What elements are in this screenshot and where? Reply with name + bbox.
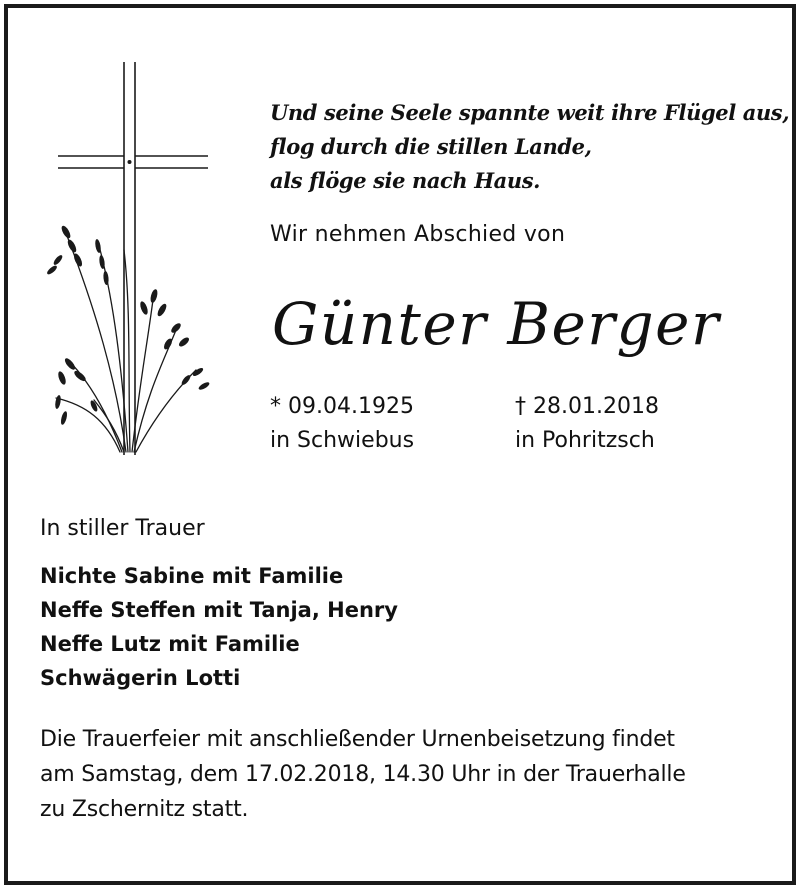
mourner-item: Neffe Lutz mit Familie: [40, 632, 300, 656]
funeral-line: am Samstag, dem 17.02.2018, 14.30 Uhr in der Trauerhalle: [40, 762, 686, 787]
verse: [270, 96, 790, 198]
death-info: [515, 390, 659, 458]
death-place: in Pohritzsch: [515, 428, 655, 453]
verse-line: als flöge sie nach Haus.: [270, 168, 541, 193]
death-date: † 28.01.2018: [515, 394, 659, 419]
birth-date: * 09.04.1925: [270, 394, 414, 419]
mourner-item: Neffe Steffen mit Tanja, Henry: [40, 598, 398, 622]
cross-with-grass-icon: [36, 60, 226, 460]
birth-info: [270, 390, 414, 458]
funeral-line: Die Trauerfeier mit anschließender Urnenbeisetzung findet: [40, 727, 675, 752]
mourning-label: In stiller Trauer: [40, 516, 205, 541]
funeral-notice: [40, 722, 770, 827]
verse-line: Und seine Seele spannte weit ihre Flügel aus,: [270, 100, 790, 125]
funeral-line: zu Zschernitz statt.: [40, 797, 249, 822]
mourner-item: Schwägerin Lotti: [40, 666, 241, 690]
verse-line: flog durch die stillen Lande,: [270, 134, 592, 159]
birth-place: in Schwiebus: [270, 428, 415, 453]
deceased-name: Günter Berger: [272, 290, 721, 358]
mourner-item: Nichte Sabine mit Familie: [40, 564, 344, 588]
mourners-list: [40, 559, 398, 695]
intro-text: Wir nehmen Abschied von: [270, 222, 566, 247]
